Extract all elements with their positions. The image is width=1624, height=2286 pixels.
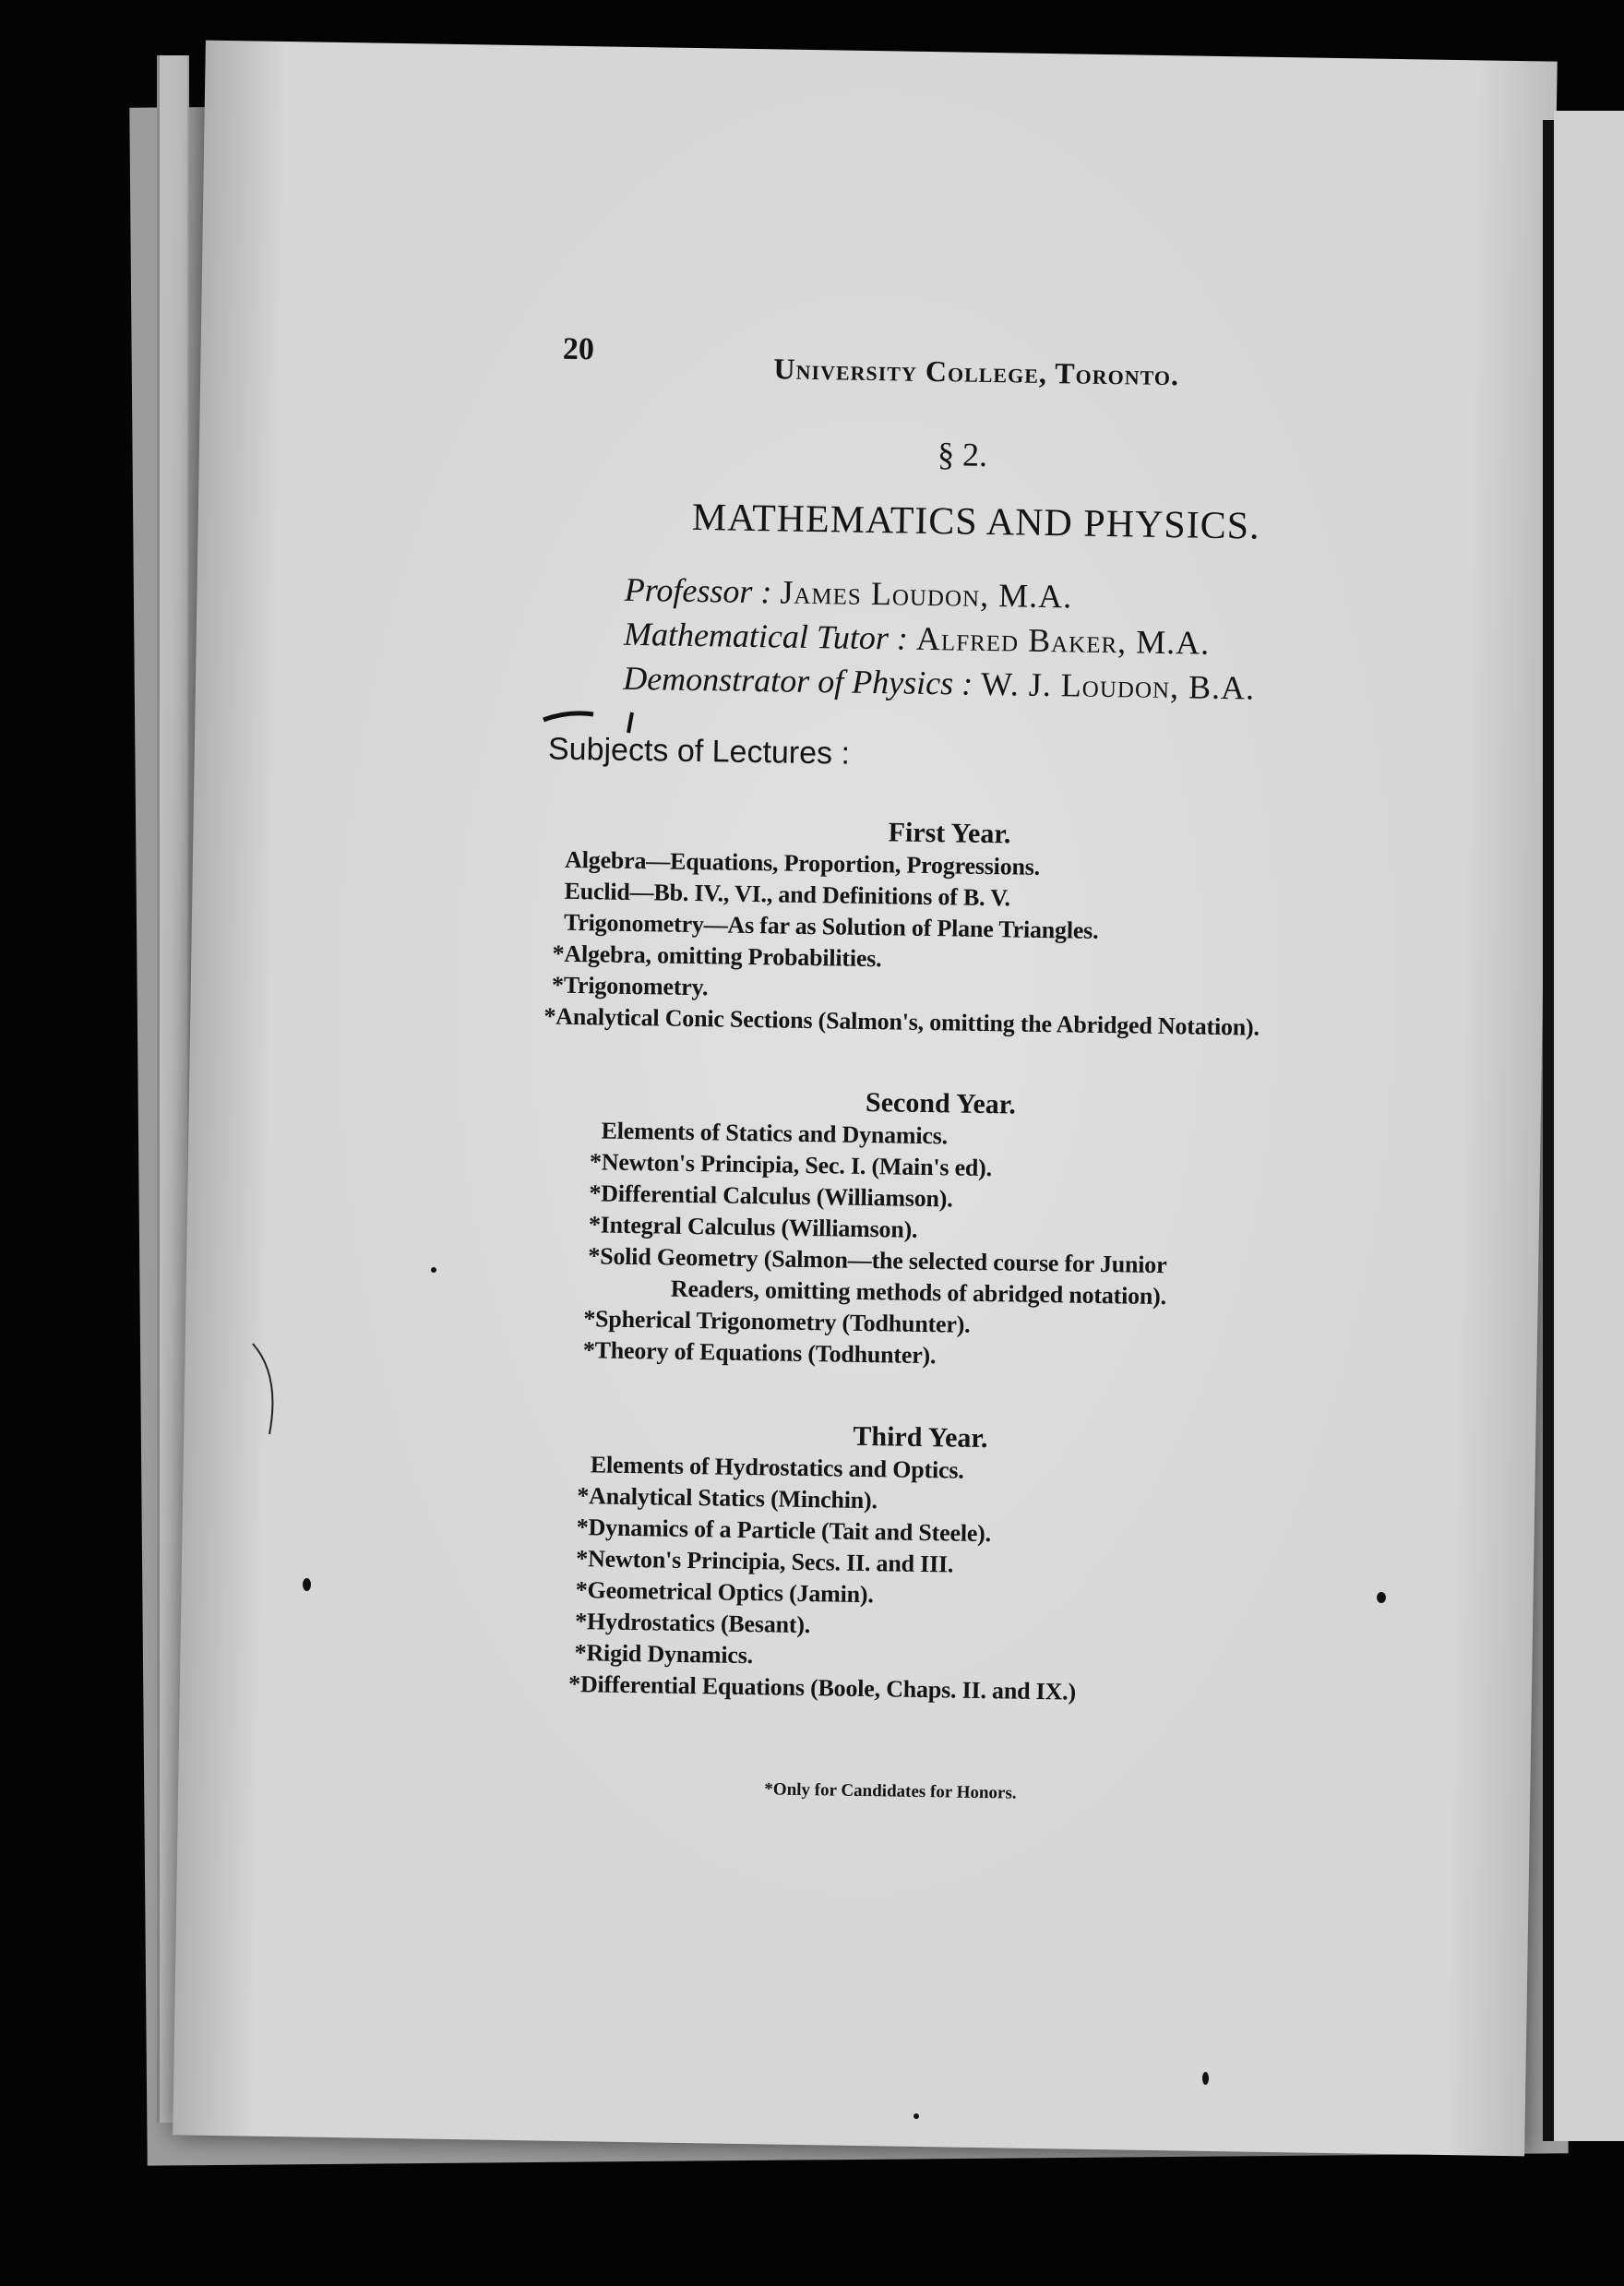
list-item: *Integral Calculus (Williamson).: [588, 1211, 918, 1243]
list-item: *Trigonometry.: [551, 971, 709, 1001]
list-item: Algebra—Equations, Proportion, Progressions.: [564, 845, 1041, 880]
list-item: *Dynamics of a Particle (Tait and Steele).: [576, 1514, 992, 1548]
year-heading-second: Second Year.: [865, 1086, 1017, 1120]
list-item: *Newton's Principia, Secs. II. and III.: [576, 1545, 954, 1578]
subjects-heading: Subjects of Lectures :: [547, 731, 851, 772]
list-item: *Analytical Statics (Minchin).: [577, 1482, 878, 1514]
staff-line-professor: [624, 570, 1072, 616]
list-item: *Theory of Equations (Todhunter).: [582, 1336, 937, 1370]
list-item: *Spherical Trigonometry (Todhunter).: [583, 1305, 971, 1338]
list-item: Elements of Statics and Dynamics.: [601, 1117, 949, 1150]
staff-name: W. J. Loudon, B.A.: [980, 664, 1256, 707]
list-item: *Differential Equations (Boole, Chaps. II. and IX.): [567, 1670, 1077, 1706]
scan-speck: [303, 1578, 311, 1591]
staff-role: Professor :: [624, 570, 772, 611]
scan-speck: [1202, 2072, 1209, 2085]
section-mark: § 2.: [937, 436, 988, 473]
list-item: *Algebra, omitting Probabilities.: [552, 940, 882, 973]
scan-speck: [431, 1267, 436, 1273]
list-item: *Analytical Conic Sections (Salmon's, omitting the Abridged Notation).: [543, 1002, 1260, 1041]
list-item: Elements of Hydrostatics and Optics.: [590, 1451, 964, 1484]
list-item: *Solid Geometry (Salmon—the selected course for Junior: [588, 1242, 1167, 1279]
staff-role: Demonstrator of Physics :: [622, 659, 973, 702]
staff-role: Mathematical Tutor :: [623, 615, 909, 657]
list-item: *Newton's Principia, Sec. I. (Main's ed).: [589, 1148, 993, 1182]
year-heading-third: Third Year.: [853, 1420, 988, 1454]
list-item: Readers, omitting methods of abridged notation).: [670, 1275, 1167, 1311]
page-number: 20: [562, 331, 595, 367]
staff-name: Alfred Baker, M.A.: [915, 619, 1211, 662]
staff-line-tutor: [624, 615, 1211, 663]
running-head: University College, Toronto.: [773, 352, 1180, 392]
year-heading-first: First Year.: [888, 817, 1011, 850]
staff-name: James Loudon, M.A.: [780, 573, 1073, 616]
list-item: Euclid—Bb. IV., VI., and Definitions of B. V.: [564, 877, 1011, 912]
list-item: *Rigid Dynamics.: [574, 1639, 754, 1670]
ink-stroke-mark: [540, 701, 651, 738]
list-item: *Geometrical Optics (Jamin).: [575, 1576, 874, 1609]
margin-pen-mark: [249, 1338, 286, 1440]
section-title: MATHEMATICS AND PHYSICS.: [691, 496, 1260, 548]
staff-line-demonstrator: [623, 659, 1256, 708]
scan-speck: [1377, 1592, 1386, 1603]
list-item: *Differential Calculus (Williamson).: [589, 1179, 953, 1213]
footnote: *Only for Candidates for Honors.: [764, 1779, 1017, 1803]
list-item: Trigonometry—As far as Solution of Plane Triangles.: [563, 908, 1099, 944]
scan-speck: [914, 2113, 919, 2119]
list-item: *Hydrostatics (Besant).: [574, 1608, 811, 1639]
